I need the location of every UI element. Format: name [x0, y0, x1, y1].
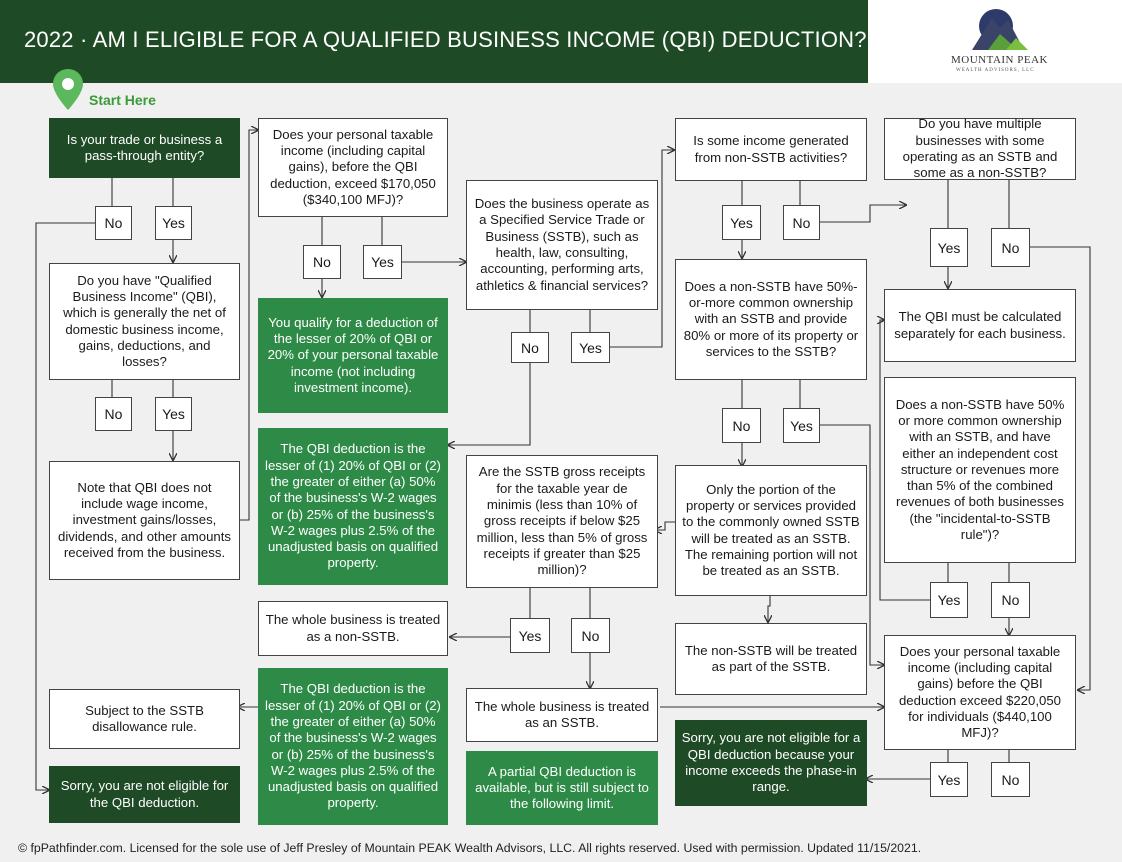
- answer-yes: Yes: [155, 397, 192, 431]
- node-qbi-question: Do you have "Qualified Business Income" (QBI), which is generally the net of domestic business income, gains, deductions, and losses?: [49, 263, 240, 380]
- node-multiple-businesses-question: Do you have multiple businesses with some operating as an SSTB and some as a non-SSTB?: [884, 118, 1076, 180]
- answer-yes: Yes: [722, 205, 761, 240]
- answer-yes: Yes: [930, 582, 968, 618]
- answer-no: No: [511, 332, 549, 363]
- node-sstb-disallowance: Subject to the SSTB disallowance rule.: [49, 689, 240, 749]
- answer-no: No: [991, 228, 1030, 267]
- node-not-eligible: Sorry, you are not eligible for the QBI deduction.: [49, 766, 240, 823]
- node-qbi-note: Note that QBI does not include wage income, investment gains/losses, dividends, and other amounts received from the business.: [49, 461, 240, 580]
- answer-no: No: [571, 618, 610, 653]
- node-de-minimis-question: Are the SSTB gross receipts for the taxable year de minimis (less than 10% of gross receipts if below $25 million, less than 5% of gross receipts if greater than $25 million)?: [466, 455, 658, 588]
- footer-copyright: © fpPathfinder.com. Licensed for the sole use of Jeff Presley of Mountain PEAK Wealth Advisors, LLC. All rights reserved. Used with permission. Updated 11/15/2021.: [18, 841, 922, 855]
- node-income-phase-question: Does your personal taxable income (including capital gains) before the QBI deduction exceed $220,050 for individuals ($440,100 MFJ)?: [884, 635, 1076, 750]
- answer-yes: Yes: [571, 332, 610, 363]
- answer-no: No: [722, 408, 761, 443]
- node-common-ownership-question: Does a non-SSTB have 50%-or-more common ownership with an SSTB and provide 80% or more of its property or services to the SSTB?: [675, 259, 867, 380]
- page-title: 2022 · AM I ELIGIBLE FOR A QUALIFIED BUSINESS INCOME (QBI) DEDUCTION?: [24, 27, 867, 52]
- node-incidental-question: Does a non-SSTB have 50% or more common ownership with an SSTB, and have either an independent cost structure or revenues more than 5% of the combined revenues of both businesses (the "incidental-to-SSTB rule")?: [884, 377, 1076, 563]
- node-only-portion: Only the portion of the property or services provided to the commonly owned SSTB will be treated as an SSTB. The remaining portion will not be treated as an SSTB.: [675, 465, 867, 596]
- node-calculate-separately: The QBI must be calculated separately for each business.: [884, 289, 1076, 362]
- answer-no: No: [783, 205, 820, 240]
- node-non-sstb-part-of-sstb: The non-SSTB will be treated as part of the SSTB.: [675, 623, 867, 695]
- node-partial-deduction: A partial QBI deduction is available, but is still subject to the following limit.: [466, 751, 658, 825]
- node-whole-non-sstb: The whole business is treated as a non-SSTB.: [258, 601, 448, 656]
- logo-name: MOUNTAIN PEAK: [951, 54, 1048, 66]
- answer-no: No: [95, 397, 132, 431]
- answer-yes: Yes: [930, 762, 968, 797]
- node-qualify-deduction: You qualify for a deduction of the lesser of 20% of QBI or 20% of your personal taxable income (not including investment income).: [258, 298, 448, 413]
- node-deduction-limit-1: The QBI deduction is the lesser of (1) 20% of QBI or (2) the greater of either (a) 50% of the business's W-2 wages or (b) 25% of the business's W-2 wages plus 2.5% of the unadjusted basis on qualified property.: [258, 428, 448, 585]
- answer-no: No: [991, 762, 1030, 797]
- node-sstb-question: Does the business operate as a Specified Service Trade or Business (SSTB), such as health, law, consulting, accounting, performing arts, athletics & financial services?: [466, 180, 658, 310]
- node-pass-through-question: Is your trade or business a pass-through entity?: [49, 118, 240, 178]
- node-non-sstb-income-question: Is some income generated from non-SSTB activities?: [675, 118, 867, 181]
- answer-yes: Yes: [155, 206, 192, 240]
- answer-yes: Yes: [930, 228, 968, 267]
- node-not-eligible-phase-in: Sorry, you are not eligible for a QBI deduction because your income exceeds the phase-in range.: [675, 720, 867, 806]
- logo-subtitle: WEALTH ADVISORS, LLC: [956, 68, 1035, 73]
- answer-no: No: [991, 582, 1030, 618]
- node-whole-sstb: The whole business is treated as an SSTB.: [466, 688, 658, 742]
- answer-no: No: [95, 206, 132, 240]
- node-income-threshold-question: Does your personal taxable income (including capital gains), before the QBI deduction, exceed $170,050 ($340,100 MFJ)?: [258, 118, 448, 217]
- node-deduction-limit-2: The QBI deduction is the lesser of (1) 20% of QBI or (2) the greater of either (a) 50% of the business's W-2 wages or (b) 25% of the business's W-2 wages plus 2.5% of the unadjusted basis on qualified property.: [258, 668, 448, 825]
- answer-yes: Yes: [783, 408, 820, 443]
- answer-no: No: [303, 245, 341, 279]
- answer-yes: Yes: [363, 245, 402, 279]
- answer-yes: Yes: [510, 618, 550, 653]
- start-here-label: Start Here: [89, 92, 156, 108]
